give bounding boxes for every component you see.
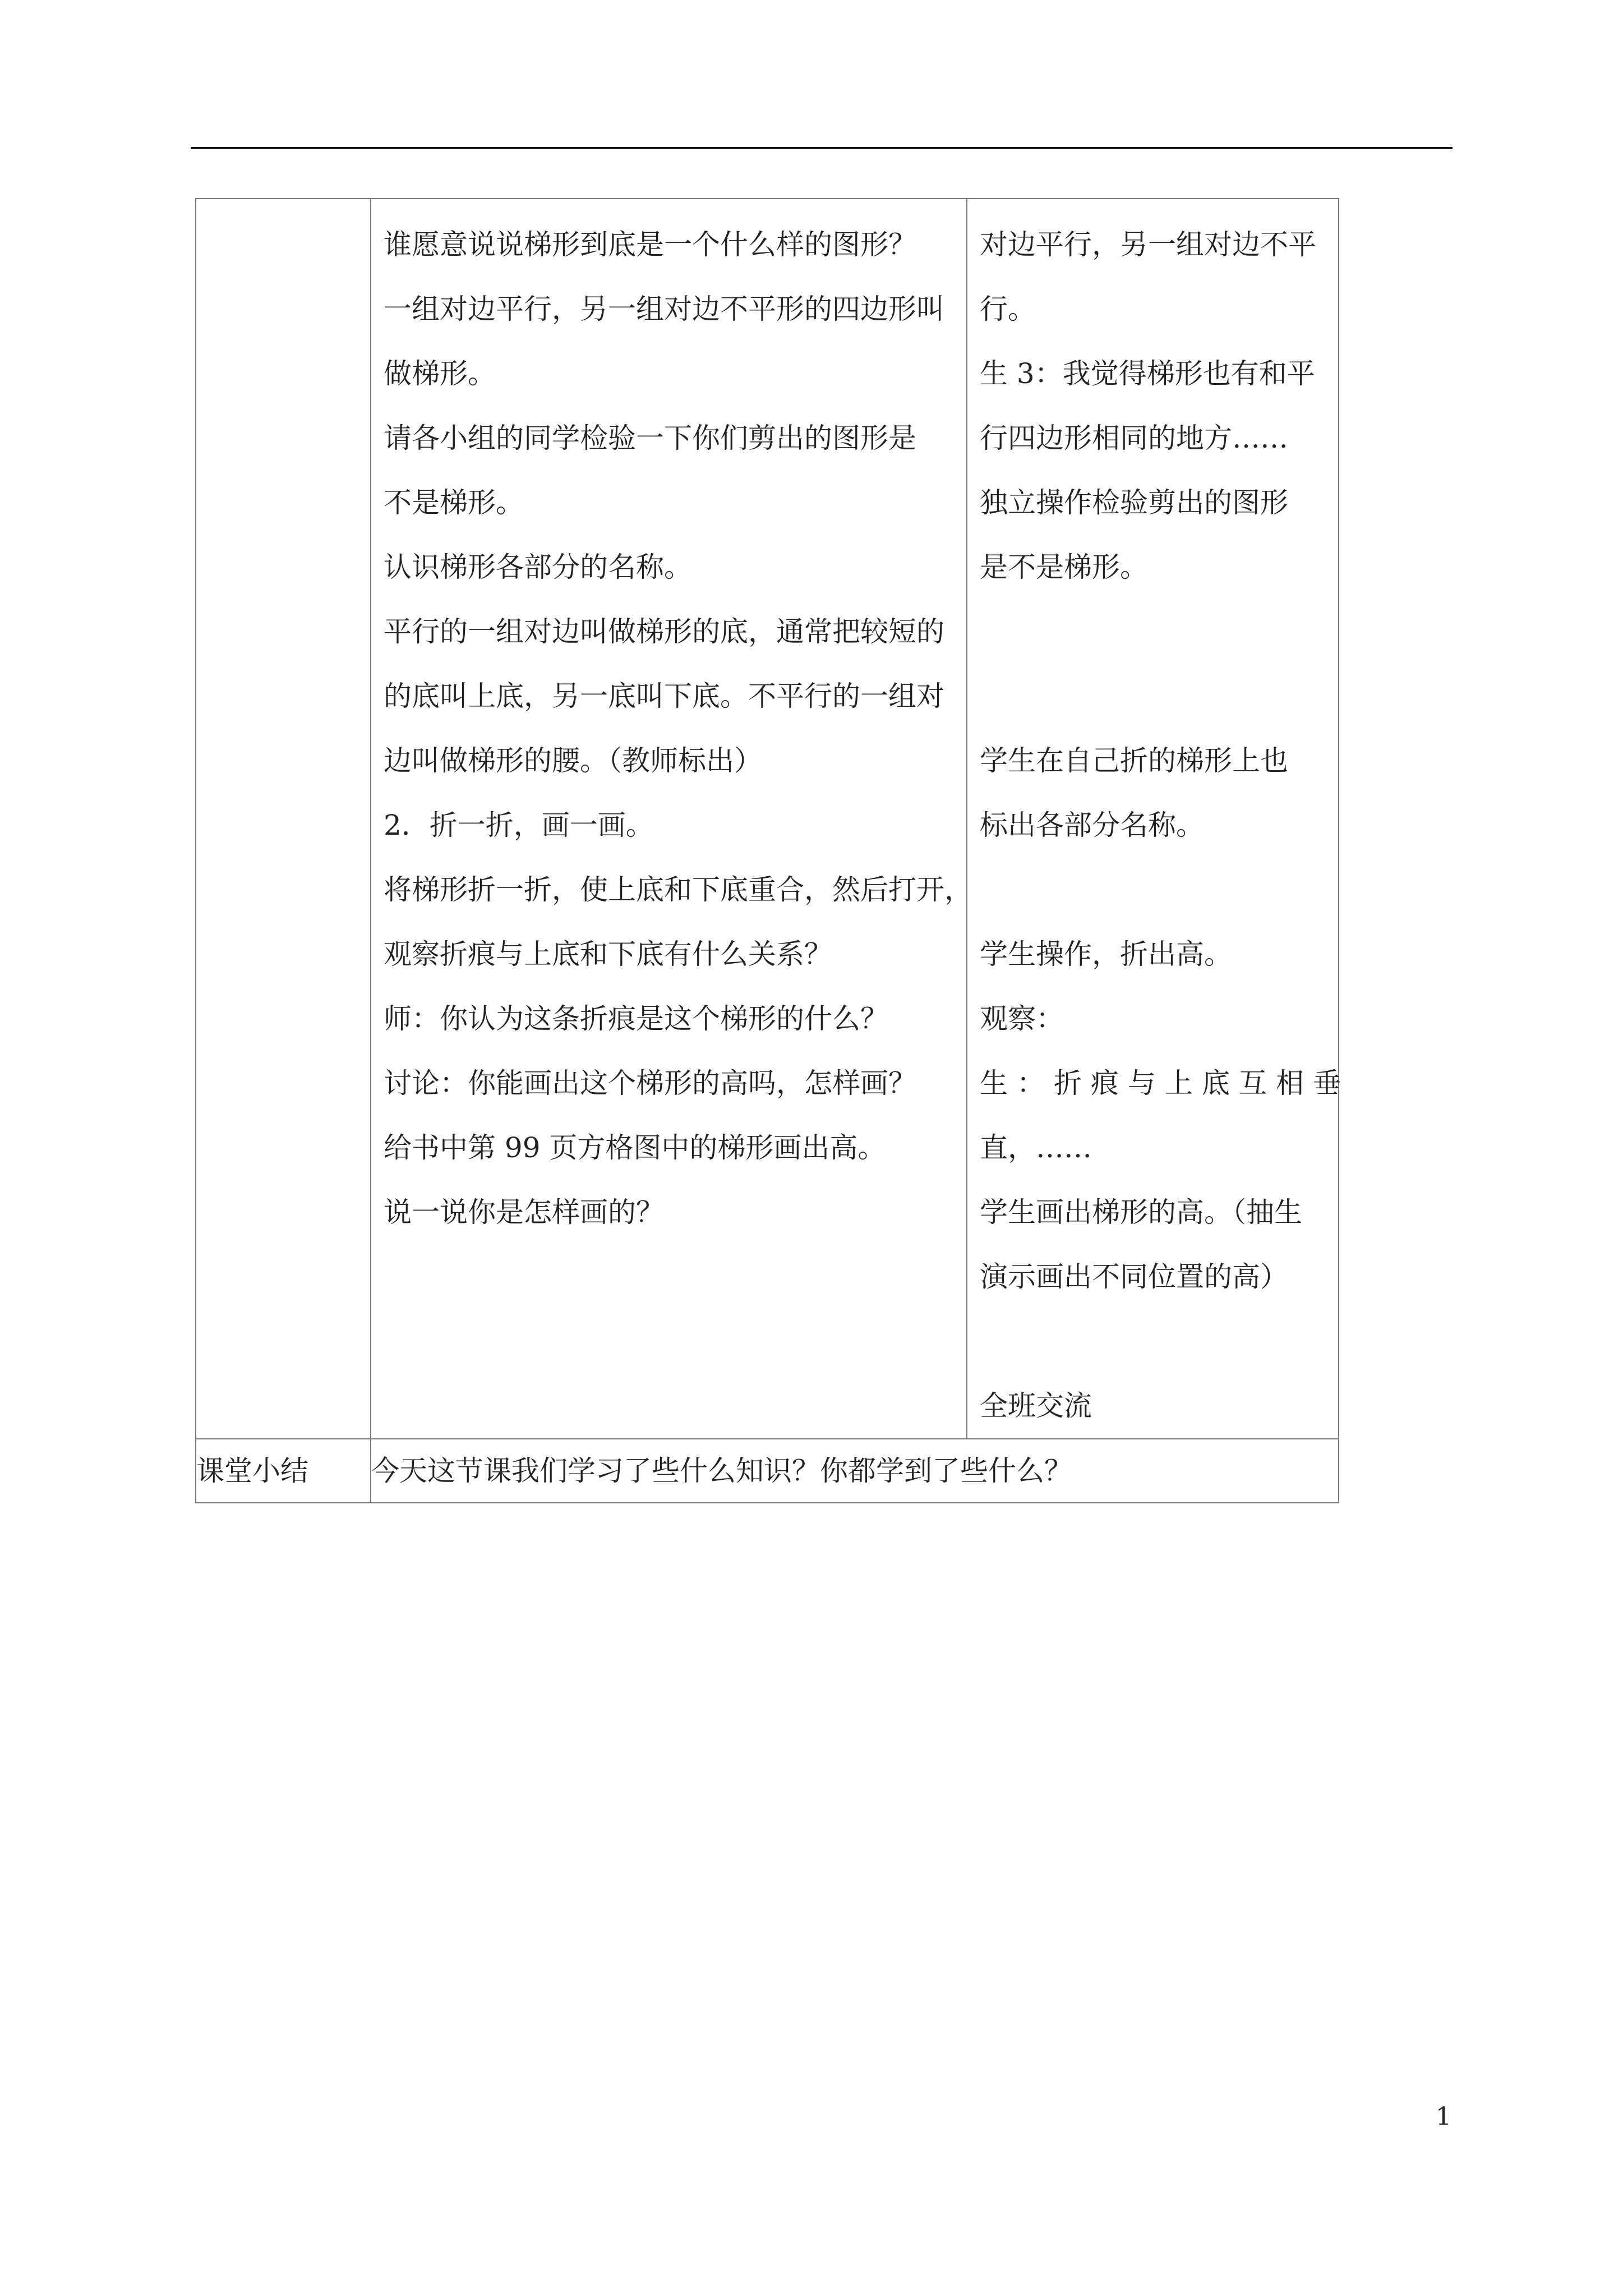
teacher-text-line: 平行的一组对边叫做梯形的底，通常把较短的 [384, 615, 944, 648]
teacher-activity-cell [371, 199, 972, 1439]
student-activity-cell [967, 199, 1350, 1439]
teacher-text-line: 给书中第 99 页方格图中的梯形画出高。 [384, 1131, 886, 1164]
page-number: 1 [1436, 2102, 1451, 2131]
student-text-line [980, 600, 1326, 664]
student-text-line: 对边平行，另一组对边不平 [980, 228, 1316, 261]
teacher-text-line: 将梯形折一折，使上底和下底重合，然后打开， [384, 873, 972, 906]
student-text-line: 生 3：我觉得梯形也有和平 [980, 357, 1315, 390]
student-text-line [980, 1309, 1326, 1374]
summary-row [196, 1439, 1339, 1503]
student-text-line: 全班交流 [980, 1389, 1092, 1422]
student-text-line: 独立操作检验剪出的图形 [980, 486, 1288, 519]
teaching-process-row [196, 199, 1339, 1439]
student-text-line: 是不是梯形。 [980, 551, 1148, 583]
teacher-text-line: 请各小组的同学检验一下你们剪出的图形是 [384, 422, 916, 454]
student-text-line: 直，…… [980, 1131, 1092, 1164]
teacher-text-line: 不是梯形。 [384, 486, 524, 519]
teacher-text-line: 讨论：你能画出这个梯形的高吗，怎样画？ [384, 1067, 916, 1099]
teacher-text-line: 谁愿意说说梯形到底是一个什么样的图形？ [384, 228, 916, 261]
summary-label: 课堂小结 [196, 1439, 371, 1503]
teacher-text-line: 一组对边平行，另一组对边不平形的四边形叫 [384, 293, 944, 325]
teacher-text-line: 做梯形。 [384, 357, 496, 390]
summary-text: 今天这节课我们学习了些什么知识？你都学到了些什么？ [371, 1439, 1339, 1503]
teacher-text-line: 认识梯形各部分的名称。 [384, 551, 692, 583]
student-text-line: 标出各部分名称。 [980, 809, 1204, 841]
student-text-line: 学生操作，折出高。 [980, 938, 1232, 970]
teacher-text-line: 的底叫上底，另一底叫下底。不平行的一组对 [384, 680, 944, 712]
student-text-line [980, 664, 1326, 729]
header-rule [191, 147, 1453, 149]
stage-label-cell [196, 199, 371, 1439]
student-text-line: 行。 [980, 293, 1036, 325]
teacher-text-line: 边叫做梯形的腰。（教师标出） [384, 744, 762, 777]
student-text-line: 演示画出不同位置的高） [980, 1260, 1288, 1293]
teacher-text-line: 师：你认为这条折痕是这个梯形的什么？ [384, 1002, 888, 1035]
lesson-plan-table [195, 198, 1350, 1503]
teacher-text-line: 说一说你是怎样画的？ [384, 1196, 664, 1228]
student-text-line: 学生在自己折的梯形上也 [980, 744, 1288, 777]
teacher-text-line: 2．折一折，画一画。 [384, 809, 654, 841]
student-text-line [980, 858, 1326, 922]
student-text-line: 生：折痕与上底互相垂 [980, 1067, 1350, 1099]
student-text-line: 学生画出梯形的高。（抽生 [980, 1196, 1302, 1228]
student-text-line: 行四边形相同的地方…… [980, 422, 1288, 454]
teacher-text-line: 观察折痕与上底和下底有什么关系？ [384, 938, 832, 970]
student-text-line: 观察： [980, 1002, 1064, 1035]
